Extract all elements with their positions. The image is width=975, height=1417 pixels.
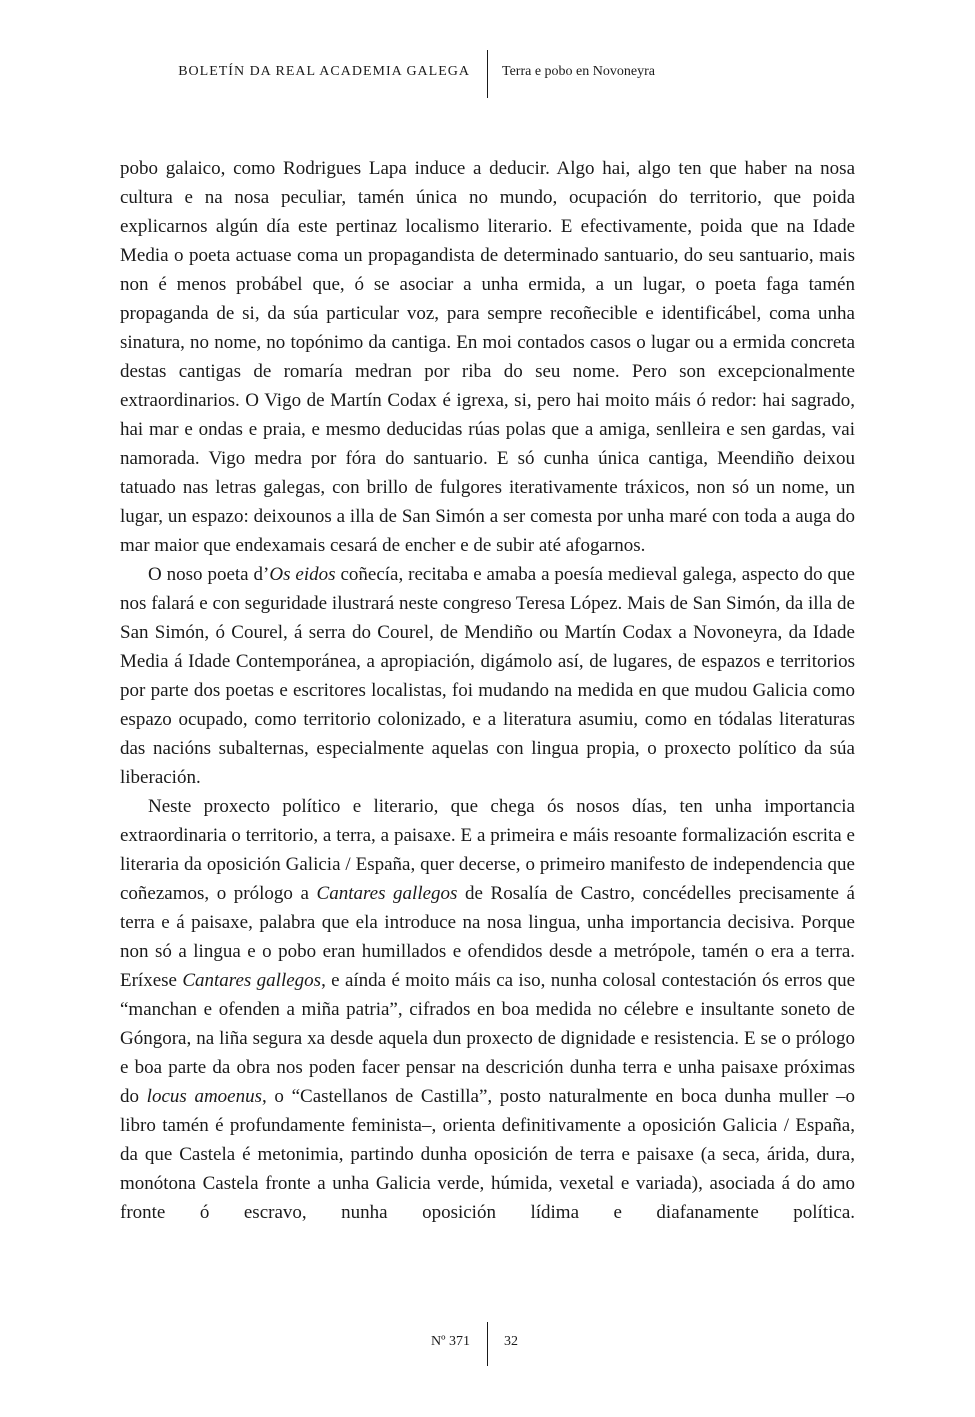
- article-body: [120, 154, 855, 1227]
- paragraph-3-italic-3: locus amoenus: [146, 1086, 262, 1107]
- paragraph-1: [120, 154, 855, 560]
- paragraph-1-text: pobo galaico, como Rodrigues Lapa induce a deducir. Algo hai, algo ten que haber na nosa cultura e na nosa peculiar, tamén única no mundo, ocupación do territorio, que poida explicarnos algún día este pertinaz localismo literario. E efectivamente, poida que na Idade Media o poeta actuase coma un propagandista de determinado santuario, do seu santuario, mais non é menos probábel que, ó se asociar a unha ermida, a un lugar, o poeta faga tamén propaganda de si, da súa particular voz, para sempre recoñecible e identificábel, coma unha sinatura, no nome, no topónimo da cantiga. En moi contados casos o lugar ou a ermida concreta destas cantigas de romaría medran por riba do seu nome. Pero son excepcionalmente extraordinarios. O Vigo de Martín Codax é igrexa, si, pero hai moito máis ó redor: hai sagrado, hai mar e ondas e praia, e mesmo deducidas rúas polas que a amiga, senlleira e sen gardas, vai namorada. Vigo medra por fóra do santuario. E só cunha única cantiga, Meendiño deixou tatuado nas letras galegas, con brillo de fulgores iterativamente tráxicos, non só un nome, un lugar, un espazo: deixounos a illa de San Simón a ser comesta por unha maré con toda a auga do mar maior que endexamais cesará de encher e de subir até afogarnos.: [120, 158, 855, 556]
- paragraph-2-text-a: O noso poeta d’: [148, 564, 270, 585]
- paragraph-2-italic: Os eidos: [269, 564, 336, 585]
- paragraph-3-italic-2: Cantares gallegos: [182, 970, 322, 991]
- page-number: 32: [504, 1334, 518, 1349]
- paragraph-3-italic-1: Cantares gallegos: [316, 883, 458, 904]
- footer-divider: [487, 1322, 488, 1366]
- paragraph-3: [120, 792, 855, 1227]
- paragraph-2: [120, 560, 855, 792]
- paragraph-3-text-b: de Rosalía de Castro, concédelles precisamente á terra e á paisaxe, palabra que ela introduce na nosa lingua, unha importancia decisiva. Porque non só a lingua e o pobo eran humillados e ofendidos desde a metrópole, tamén o era a terra. Eríxese: [120, 883, 855, 991]
- paragraph-2-text-b: coñecía, recitaba e amaba a poesía medieval galega, aspecto do que nos falará e con seguridade ilustrará neste congreso Teresa López. Mais de San Simón, da illa de San Simón, ó Courel, á serra do Courel, de Mendiño ou Martín Codax a Novoneyra, da Idade Media á Idade Contemporánea, a apropiación, digámolo así, de lugares, de espazos e territorios por parte dos poetas e escritores localistas, foi mudando na medida en que mudou Galicia como espazo ocupado, como territorio colonizado, e a literatura asumiu, como en tódalas literaturas das nacións subalternas, especialmente aquelas con lingua propia, o proxecto político da súa liberación.: [120, 564, 855, 788]
- header-divider: [487, 50, 488, 98]
- journal-title: BOLETÍN DA REAL ACADEMIA GALEGA: [178, 64, 470, 79]
- running-header: [0, 50, 975, 100]
- paragraph-3-text-d: , o “Castellanos de Castilla”, posto naturalmente en boca dunha muller –o libro tamén é profundamente feminista–, orienta definitivamente a oposición Galicia / España, da que Castela é metonimia, partindo dunha oposición de terra e paisaxe (a seca, árida, dura, monótona Castela fronte a unha Galicia verde, húmida, vexetal e variada), asociada á do amo fronte ó escravo, nunha oposición lídima e diafanamente política.: [120, 1086, 855, 1223]
- issue-number: Nº 371: [431, 1334, 470, 1349]
- paragraph-3-text-c: , e aínda é moito máis ca iso, nunha colosal contestación ós erros que “manchan e ofenden a miña patria”, cifrados en boa medida no célebre e insultante soneto de Góngora, na liña segura xa desde aquela dun proxecto de dignidade e resistencia. E se o prólogo e boa parte da obra nos poden facer pensar na descrición dunha terra e unha paisaxe próximas do: [120, 970, 856, 1107]
- paragraph-3-text-a: Neste proxecto político e literario, que chega ós nosos días, ten unha importancia extraordinaria o territorio, a terra, a paisaxe. E a primeira e máis resoante formalización escrita e literaria da oposición Galicia / España, quer decerse, o primeiro manifesto de independencia que coñezamos, o prólogo a: [120, 796, 855, 904]
- page-footer: [0, 1322, 975, 1368]
- article-title: Terra e pobo en Novoneyra: [502, 64, 655, 79]
